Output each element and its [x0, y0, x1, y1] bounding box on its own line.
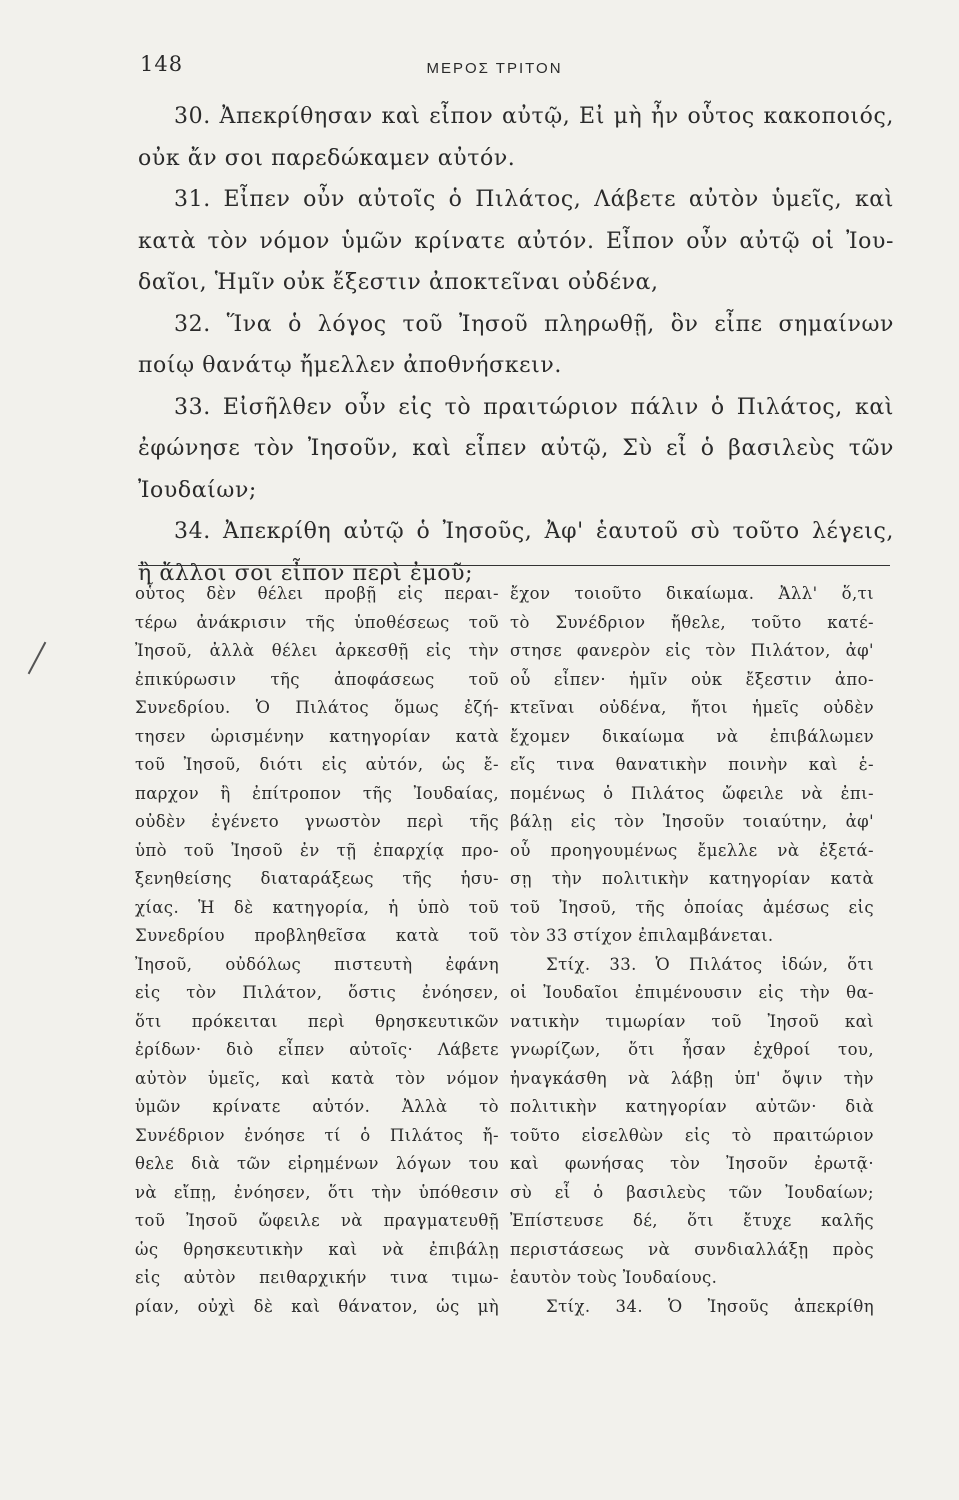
commentary-line: καὶ φωνήσας τὸν Ἰησοῦν ἐρωτᾷ· [510, 1154, 874, 1173]
commentary-line: Στίχ. 34. Ὁ Ἰησοῦς ἀπεκρίθη [546, 1296, 874, 1316]
commentary-line: Ἰησοῦ, οὐδόλως πιστευτὴ ἐφάνη [135, 954, 499, 974]
commentary-line: εἴς τινα θανατικὴν ποινὴν καὶ ἑ- [510, 755, 874, 774]
commentary-line: τὸν 33 στίχον ἐπιλαμβάνεται. [510, 926, 774, 945]
commentary-line: ἔχον τοιοῦτο δικαίωμα. Ἀλλ' ὅ,τι [510, 584, 874, 603]
commentary-line: παρχον ἢ ἐπίτροπον τῆς Ἰουδαίας, [135, 783, 499, 803]
commentary-line: θελε διὰ τῶν εἰρημένων λόγων του [135, 1154, 499, 1173]
verse-line: δαῖοι, Ἡμῖν οὐκ ἔξεστιν ἀποκτεῖναι οὐδένα, [138, 270, 659, 295]
commentary-line: Ἰησοῦ, ἀλλὰ θέλει ἀρκεσθῇ εἰς τὴν [135, 641, 499, 660]
verse-line: ἐφώνησε τὸν Ἰησοῦν, καὶ εἶπεν αὐτῷ, Σὺ εἶ ὁ βασιλεὺς τῶν [138, 436, 894, 461]
commentary-line: τησεν ὡρισμένην κατηγορίαν κατὰ [135, 726, 499, 746]
commentary-line: αὐτὸν ὑμεῖς, καὶ κατὰ τὸν νόμον [135, 1068, 499, 1088]
commentary-line: στησε φανερὸν εἰς τὸν Πιλάτον, ἀφ' [510, 641, 874, 660]
margin-pencil-mark [28, 642, 47, 675]
commentary-line: οὗτος δὲν θέλει προβῇ εἰς περαι- [135, 584, 499, 603]
commentary-line: κτεῖναι οὐδένα, ἤτοι ἡμεῖς οὐδὲν [510, 698, 874, 717]
commentary-line: οἱ Ἰουδαῖοι ἐπιμένουσιν εἰς τὴν θα- [510, 983, 874, 1002]
verse-line: 34. Ἀπεκρίθη αὐτῷ ὁ Ἰησοῦς, Ἀφ' ἑαυτοῦ σὺ τοῦτο λέγεις, [174, 519, 894, 544]
commentary-line: Συνέδριον ἐνόησε τί ὁ Πιλάτος ἤ- [135, 1125, 499, 1145]
commentary-line: νὰ εἴπῃ, ἐνόησεν, ὅτι τὴν ὑπόθεσιν [135, 1182, 499, 1202]
verse-line: ἢ ἄλλοι σοι εἶπον περὶ ἐμοῦ; [138, 560, 474, 586]
verse-line: οὐκ ἄν σοι παρεδώκαμεν αὐτόν. [138, 145, 516, 171]
commentary-left-column [135, 580, 499, 1321]
commentary-line: ξενηθείσης διαταράξεως τῆς ἡσυ- [135, 869, 499, 888]
verse-line: 33. Εἰσῆλθεν οὖν εἰς τὸ πραιτώριον πάλιν ὁ Πιλάτος, καὶ [174, 394, 894, 420]
main-text [138, 96, 894, 594]
commentary-line: ὑπὸ τοῦ Ἰησοῦ ἐν τῇ ἐπαρχίᾳ προ- [135, 840, 499, 860]
verse-line: 30. Ἀπεκρίθησαν καὶ εἶπον αὐτῷ, Εἰ μὴ ἦν οὗτος κακοποιός, [174, 104, 894, 129]
commentary-line: τοῦ Ἰησοῦ, τῆς ὁποίας ἀμέσως εἰς [510, 897, 874, 917]
commentary-line: ὑμῶν κρίνατε αὐτόν. Ἀλλὰ τὸ [135, 1097, 499, 1116]
commentary-line: πομένως ὁ Πιλάτος ὤφειλε νὰ ἐπι- [510, 783, 874, 803]
commentary-line: νατικὴν τιμωρίαν τοῦ Ἰησοῦ καὶ [510, 1011, 874, 1031]
commentary-line: βάλῃ εἰς τὸν Ἰησοῦν τοιαύτην, ἀφ' [510, 812, 874, 831]
commentary-line: τοῦτο εἰσελθὼν εἰς τὸ πραιτώριον [510, 1125, 874, 1145]
commentary-line: τοῦ Ἰησοῦ ὤφειλε νὰ πραγματευθῇ [135, 1211, 499, 1230]
commentary-line: ἐρίδων· διὸ εἶπεν αὐτοῖς· Λάβετε [135, 1040, 499, 1059]
commentary-line: ρίαν, οὐχὶ δὲ καὶ θάνατον, ὡς μὴ [135, 1296, 499, 1316]
commentary-line: ἠναγκάσθη νὰ λάβῃ ὑπ' ὄψιν τὴν [510, 1068, 874, 1088]
commentary-line: τὸ Συνέδριον ἤθελε, τοῦτο κατέ- [510, 612, 874, 632]
commentary-line: σὺ εἶ ὁ βασιλεὺς τῶν Ἰουδαίων; [510, 1182, 874, 1202]
commentary-line: Συνεδρίου προβληθεῖσα κατὰ τοῦ [135, 926, 499, 945]
verse-line: κατὰ τὸν νόμον ὑμῶν κρίνατε αὐτόν. Εἶπον οὖν αὐτῷ οἱ Ἰου- [138, 228, 894, 254]
verse-line: ποίῳ θανάτῳ ἤμελλεν ἀποθνήσκειν. [138, 353, 562, 378]
commentary-line: περιστάσεως νὰ συνδιαλλάξῃ πρὸς [510, 1239, 874, 1259]
footnote-divider [138, 565, 890, 566]
commentary-line: εἰς τὸν Πιλάτον, ὅστις ἐνόησεν, [135, 983, 499, 1002]
commentary-line: τέρω ἀνάκρισιν τῆς ὑποθέσεως τοῦ [135, 612, 499, 632]
commentary-line: οὐδὲν ἐγένετο γνωστὸν περὶ τῆς [135, 812, 499, 831]
commentary-line: ἔχομεν δικαίωμα νὰ ἐπιβάλωμεν [510, 726, 874, 746]
commentary-line: γνωρίζων, ὅτι ἦσαν ἐχθροί του, [510, 1040, 874, 1059]
commentary-line: ὅτι πρόκειται περὶ θρησκευτικῶν [135, 1011, 499, 1031]
commentary-line: ὡς θρησκευτικὴν καὶ νὰ ἐπιβάλῃ [135, 1239, 499, 1259]
commentary-line: οὗ προηγουμένως ἔμελλε νὰ ἐξετά- [510, 840, 874, 860]
page-number: 148 [140, 52, 184, 76]
commentary-line: Ἐπίστευσε δέ, ὅτι ἔτυχε καλῆς [510, 1211, 874, 1230]
commentary-line: οὗ εἶπεν· ἡμῖν οὐκ ἔξεστιν ἀπο- [510, 669, 874, 689]
verse-line: 32. Ἵνα ὁ λόγος τοῦ Ἰησοῦ πληρωθῇ, ὃν εἶπε σημαίνων [174, 311, 894, 337]
verse-line: 31. Εἶπεν οὖν αὐτοῖς ὁ Πιλάτος, Λάβετε αὐτὸν ὑμεῖς, καὶ [174, 187, 894, 212]
commentary-line: ἑαυτὸν τοὺς Ἰουδαίους. [510, 1268, 718, 1287]
commentary-line: Στίχ. 33. Ὁ Πιλάτος ἰδών, ὅτι [546, 954, 874, 974]
commentary-right-column [510, 580, 874, 1321]
verse-line: Ἰουδαίων; [138, 477, 257, 503]
commentary-line: χίας. Ἡ δὲ κατηγορία, ἡ ὑπὸ τοῦ [135, 897, 499, 917]
running-title: ΜΕΡΟΣ ΤΡΙΤΟΝ [426, 60, 563, 77]
commentary-line: σῃ τὴν πολιτικὴν κατηγορίαν κατὰ [510, 869, 874, 888]
commentary-line: τοῦ Ἰησοῦ, διότι εἰς αὐτόν, ὡς ἔ- [135, 755, 499, 774]
commentary-line: εἰς αὐτὸν πειθαρχικήν τινα τιμω- [135, 1268, 499, 1287]
commentary-line: πολιτικὴν κατηγορίαν αὐτῶν· διὰ [510, 1097, 874, 1116]
commentary-line: ἐπικύρωσιν τῆς ἀποφάσεως τοῦ [135, 669, 499, 689]
commentary-line: Συνεδρίου. Ὁ Πιλάτος ὅμως ἐζή- [135, 698, 499, 717]
